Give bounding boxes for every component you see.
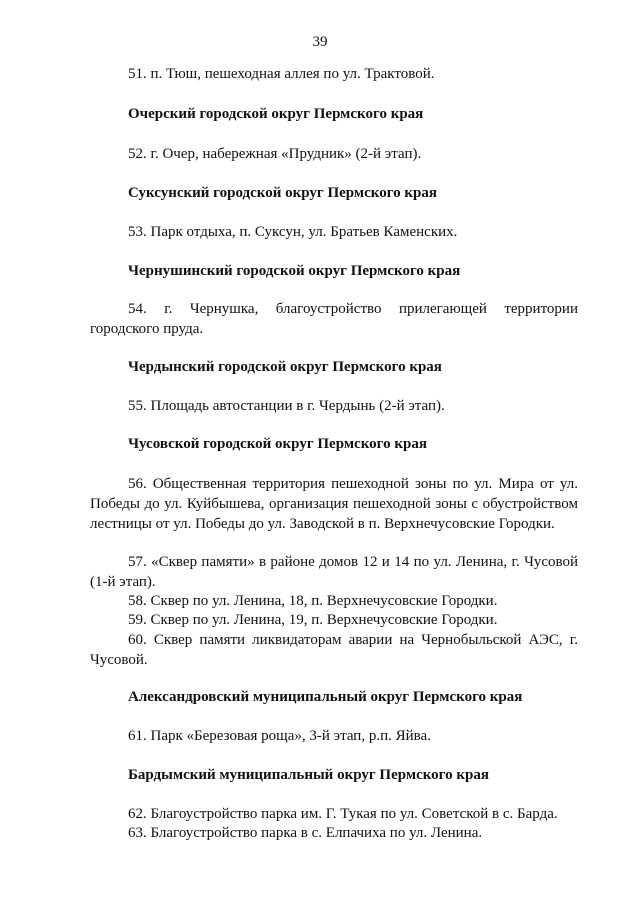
section-heading-ocher: Очерский городской округ Пермского края	[128, 106, 424, 122]
list-item-57: 57. «Сквер памяти» в районе домов 12 и 14 по ул. Ленина, г. Чусовой (1-й этап).	[90, 554, 578, 590]
page-number: 39	[312, 34, 328, 50]
list-item-56: 56. Общественная территория пешеходной зоны по ул. Мира от ул. Победы до ул. Куйбышева, организация пешеходной зоны с обустройством лестницы от ул. Победы до ул. Заводской в п. Верхнечусовские Городки.	[90, 476, 578, 532]
list-item-59: 59. Сквер по ул. Ленина, 19, п. Верхнечусовские Городки.	[128, 612, 498, 628]
section-heading-chernushka: Чернушинский городской округ Пермского края	[128, 263, 461, 279]
list-item-60: 60. Сквер памяти ликвидаторам аварии на Чернобыльской АЭС, г. Чусовой.	[90, 632, 578, 668]
section-heading-cherdyn: Чердынский городской округ Пермского края	[128, 359, 442, 375]
section-heading-suksun: Суксунский городской округ Пермского края	[128, 185, 437, 201]
list-item-61: 61. Парк «Березовая роща», 3-й этап, р.п. Яйва.	[128, 728, 431, 744]
list-item-63: 63. Благоустройство парка в с. Елпачиха по ул. Ленина.	[128, 825, 483, 841]
list-item-58: 58. Сквер по ул. Ленина, 18, п. Верхнечусовские Городки.	[128, 593, 498, 609]
list-item-55: 55. Площадь автостанции в г. Чердынь (2-й этап).	[128, 398, 445, 414]
section-heading-chusovoy: Чусовской городской округ Пермского края	[128, 436, 427, 452]
list-item-62: 62. Благоустройство парка им. Г. Тукая по ул. Советской в с. Барда.	[128, 806, 558, 822]
list-item-54: 54. г. Чернушка, благоустройство прилегающей территории городского пруда.	[90, 301, 578, 337]
section-heading-bardym: Бардымский муниципальный округ Пермского края	[128, 767, 489, 783]
list-item-51: 51. п. Тюш, пешеходная аллея по ул. Трактовой.	[128, 66, 435, 82]
list-item-52: 52. г. Очер, набережная «Прудник» (2-й этап).	[128, 146, 422, 162]
section-heading-aleksandrovsk: Александровский муниципальный округ Пермского края	[128, 689, 523, 705]
list-item-53: 53. Парк отдыха, п. Суксун, ул. Братьев Каменских.	[128, 224, 458, 240]
